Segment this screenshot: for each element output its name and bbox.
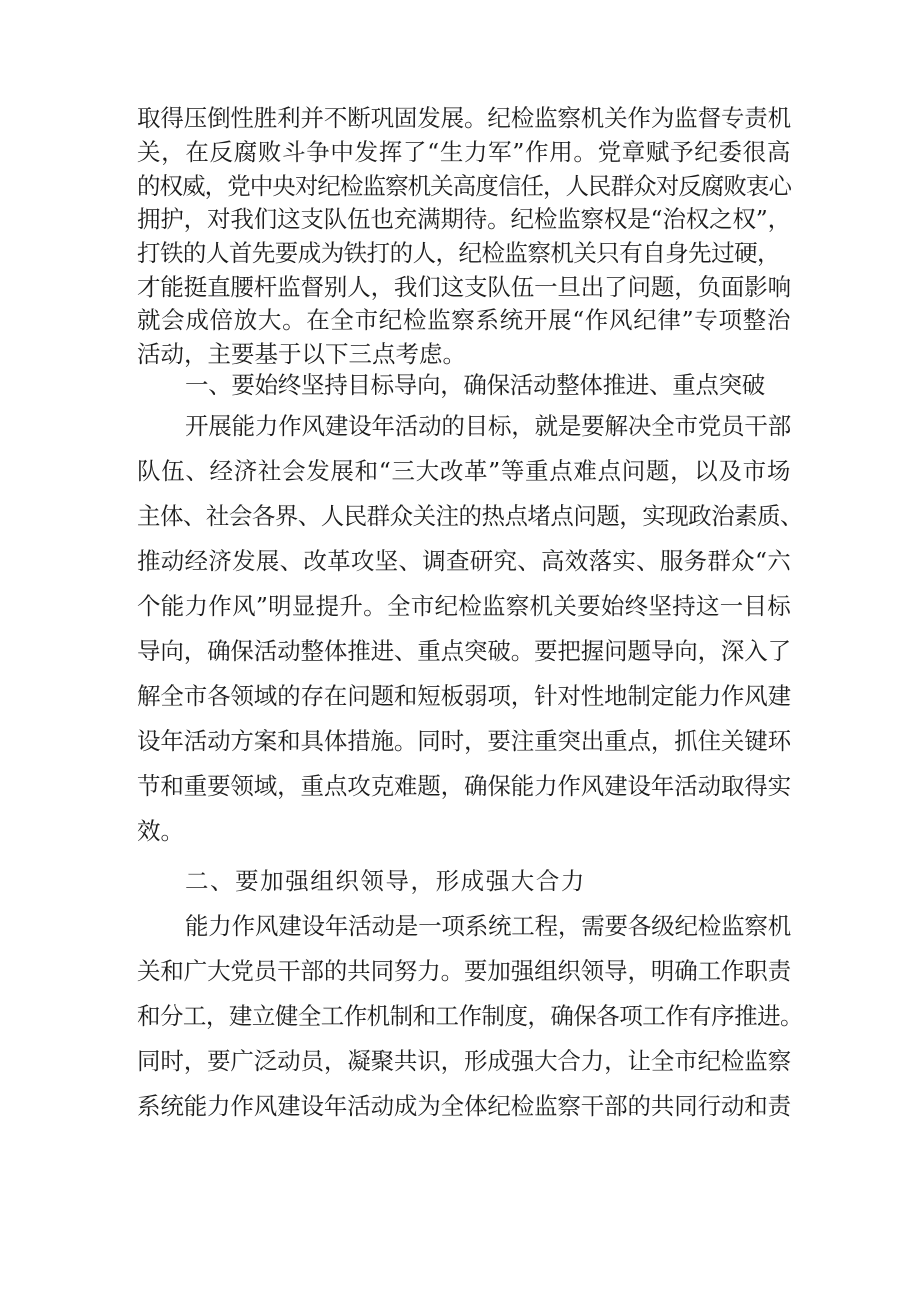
section-1-line-4: 推动经济发展、改革攻坚、调查研究、高效落实、服务群众“六 — [137, 547, 791, 575]
section-1-line-1: 开展能力作风建设年活动的目标，就是要解决全市党员干部 — [185, 412, 791, 440]
section-1-line-5: 个能力作风”明显提升。全市纪检监察机关要始终坚持这一目标 — [137, 592, 791, 620]
intro-line-4: 拥护，对我们这支队伍也充满期待。纪检监察权是“治权之权”， — [137, 205, 791, 233]
section-1-line-9: 节和重要领域，重点攻克难题，确保能力作风建设年活动取得实 — [137, 772, 791, 800]
section-1-line-3: 主体、社会各界、人民群众关注的热点堵点问题，实现政治素质、 — [137, 502, 803, 530]
intro-line-3: 的权威，党中央对纪检监察机关高度信任，人民群众对反腐败衷心 — [137, 172, 791, 200]
intro-line-5: 打铁的人首先要成为铁打的人，纪检监察机关只有自身先过硬， — [137, 239, 780, 267]
section-2-line-1: 能力作风建设年活动是一项系统工程，需要各级纪检监察机 — [185, 912, 791, 940]
section-1-line-8: 设年活动方案和具体措施。同时，要注重突出重点，抓住关键环 — [137, 727, 791, 755]
section-1-line-6: 导向，确保活动整体推进、重点突破。要把握问题导向，深入了 — [137, 637, 791, 665]
section-heading-1: 一、要始终坚持目标导向，确保活动整体推进、重点突破 — [185, 371, 765, 399]
section-2-line-2: 关和广大党员干部的共同努力。要加强组织领导，明确工作职责 — [137, 957, 791, 985]
intro-line-2: 关，在反腐败斗争中发挥了“生力军”作用。党章赋予纪委很高 — [137, 138, 791, 166]
section-heading-2: 二、要加强组织领导，形成强大合力 — [185, 867, 586, 895]
section-1-line-10: 效。 — [137, 817, 184, 845]
section-1-line-2: 队伍、经济社会发展和“三大改革”等重点难点问题，以及市场 — [137, 457, 791, 485]
section-2-line-4: 同时，要广泛动员，凝聚共识，形成强大合力，让全市纪检监察 — [137, 1047, 791, 1075]
intro-line-7: 就会成倍放大。在全市纪检监察系统开展“作风纪律”专项整治 — [137, 306, 791, 334]
section-1-line-7: 解全市各领域的存在问题和短板弱项，针对性地制定能力作风建 — [137, 682, 791, 710]
intro-line-8: 活动，主要基于以下三点考虑。 — [137, 340, 466, 368]
section-2-line-3: 和分工，建立健全工作机制和工作制度，确保各项工作有序推进。 — [137, 1002, 803, 1030]
intro-line-6: 才能挺直腰杆监督别人，我们这支队伍一旦出了问题，负面影响 — [137, 273, 791, 301]
section-2-line-5: 系统能力作风建设年活动成为全体纪检监察干部的共同行动和责 — [137, 1092, 791, 1120]
intro-line-1: 取得压倒性胜利并不断巩固发展。纪检监察机关作为监督专责机 — [137, 104, 791, 132]
